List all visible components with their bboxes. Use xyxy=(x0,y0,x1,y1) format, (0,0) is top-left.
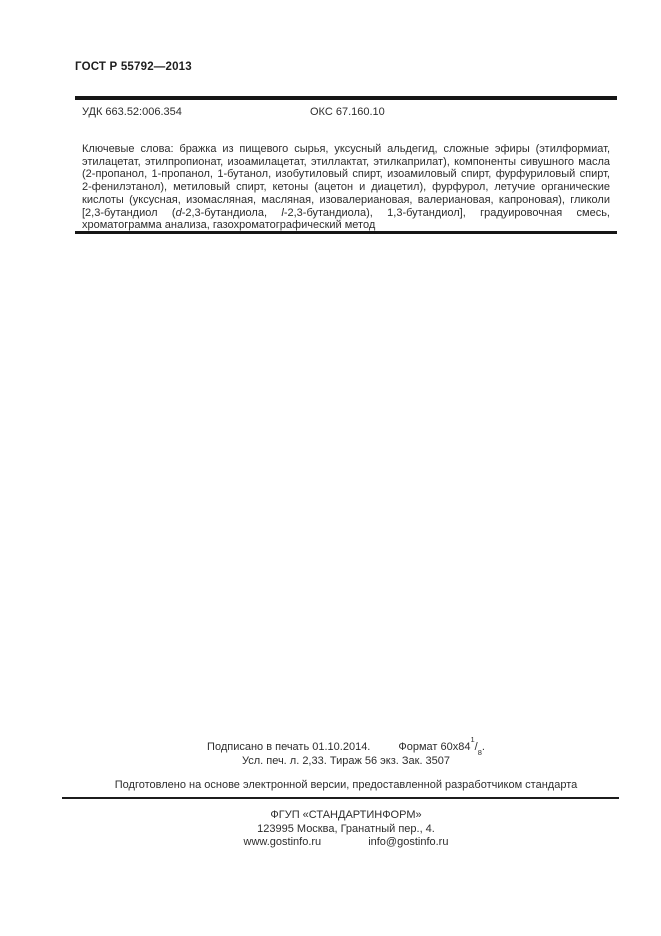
publisher-block xyxy=(75,809,617,850)
publisher-name: ФГУП «СТАНДАРТИНФОРМ» xyxy=(270,809,422,821)
keywords-italic-d: d xyxy=(175,206,182,219)
keywords-text-1: Ключевые слова: бражка из пищевого сырья, уксусный альдегид, сложные эфиры (этилформиат, этилацетат, этилпропионат, изоамилацетат, этиллактат, этилкаприлат), компоненты сивушного масла (2-пропанол, 1-пропанол, 1-бутанол, изобутиловый спирт, изоамиловый спирт, фурфуриловый спирт, 2-фенилэтанол), метиловый спирт, кетоны (ацетон и диацетил), фурфурол, летучие органические кислоты (уксусная, изомасляная, масляная, изовалериановая, валериановая, капроновая), гликоли [2,3-бутандиол ( xyxy=(82,143,610,219)
imprint-line-1 xyxy=(75,734,617,757)
prepared-note: Подготовлено на основе электронной версии, предоставленной разработчиком стандарта xyxy=(114,779,578,791)
classification-codes xyxy=(82,106,610,118)
publisher-contacts xyxy=(75,836,617,850)
publisher-email: info@gostinfo.ru xyxy=(368,836,449,848)
footer-rule-divider xyxy=(62,797,619,799)
format-end-period: . xyxy=(481,741,485,753)
keywords-text-2: -2,3-бутандиола, xyxy=(181,206,282,219)
udk-code: УДК 663.52:006.354 xyxy=(82,106,182,118)
format-text: Формат 60х84 xyxy=(398,741,471,753)
signed-to-print-text: Подписано в печать 01.10.2014. xyxy=(207,741,371,753)
publisher-address: 123995 Москва, Гранатный пер., 4. xyxy=(257,822,435,835)
top-rule-divider xyxy=(75,96,617,100)
imprint-block xyxy=(75,734,617,768)
keywords-italic-l: l xyxy=(281,206,284,219)
bottom-rule-divider xyxy=(75,231,617,234)
oks-code: ОКС 67.160.10 xyxy=(310,106,385,118)
keywords-paragraph xyxy=(82,143,610,232)
publisher-website: www.gostinfo.ru xyxy=(243,836,322,848)
imprint-line-2: Усл. печ. л. 2,33. Тираж 56 экз. Зак. 3507 xyxy=(241,754,451,767)
format-fraction-numerator: 1 xyxy=(470,734,475,744)
doc-number-header: ГОСТ Р 55792—2013 xyxy=(75,61,192,73)
format-fraction-slash: / xyxy=(474,741,478,753)
format-fraction-denominator: 8 xyxy=(477,747,482,757)
keywords-text-3: -2,3-бутандиола), 1,3-бутандиол], градуировочная смесь, хроматограмма анализа, газохроматографический метод xyxy=(82,206,610,232)
